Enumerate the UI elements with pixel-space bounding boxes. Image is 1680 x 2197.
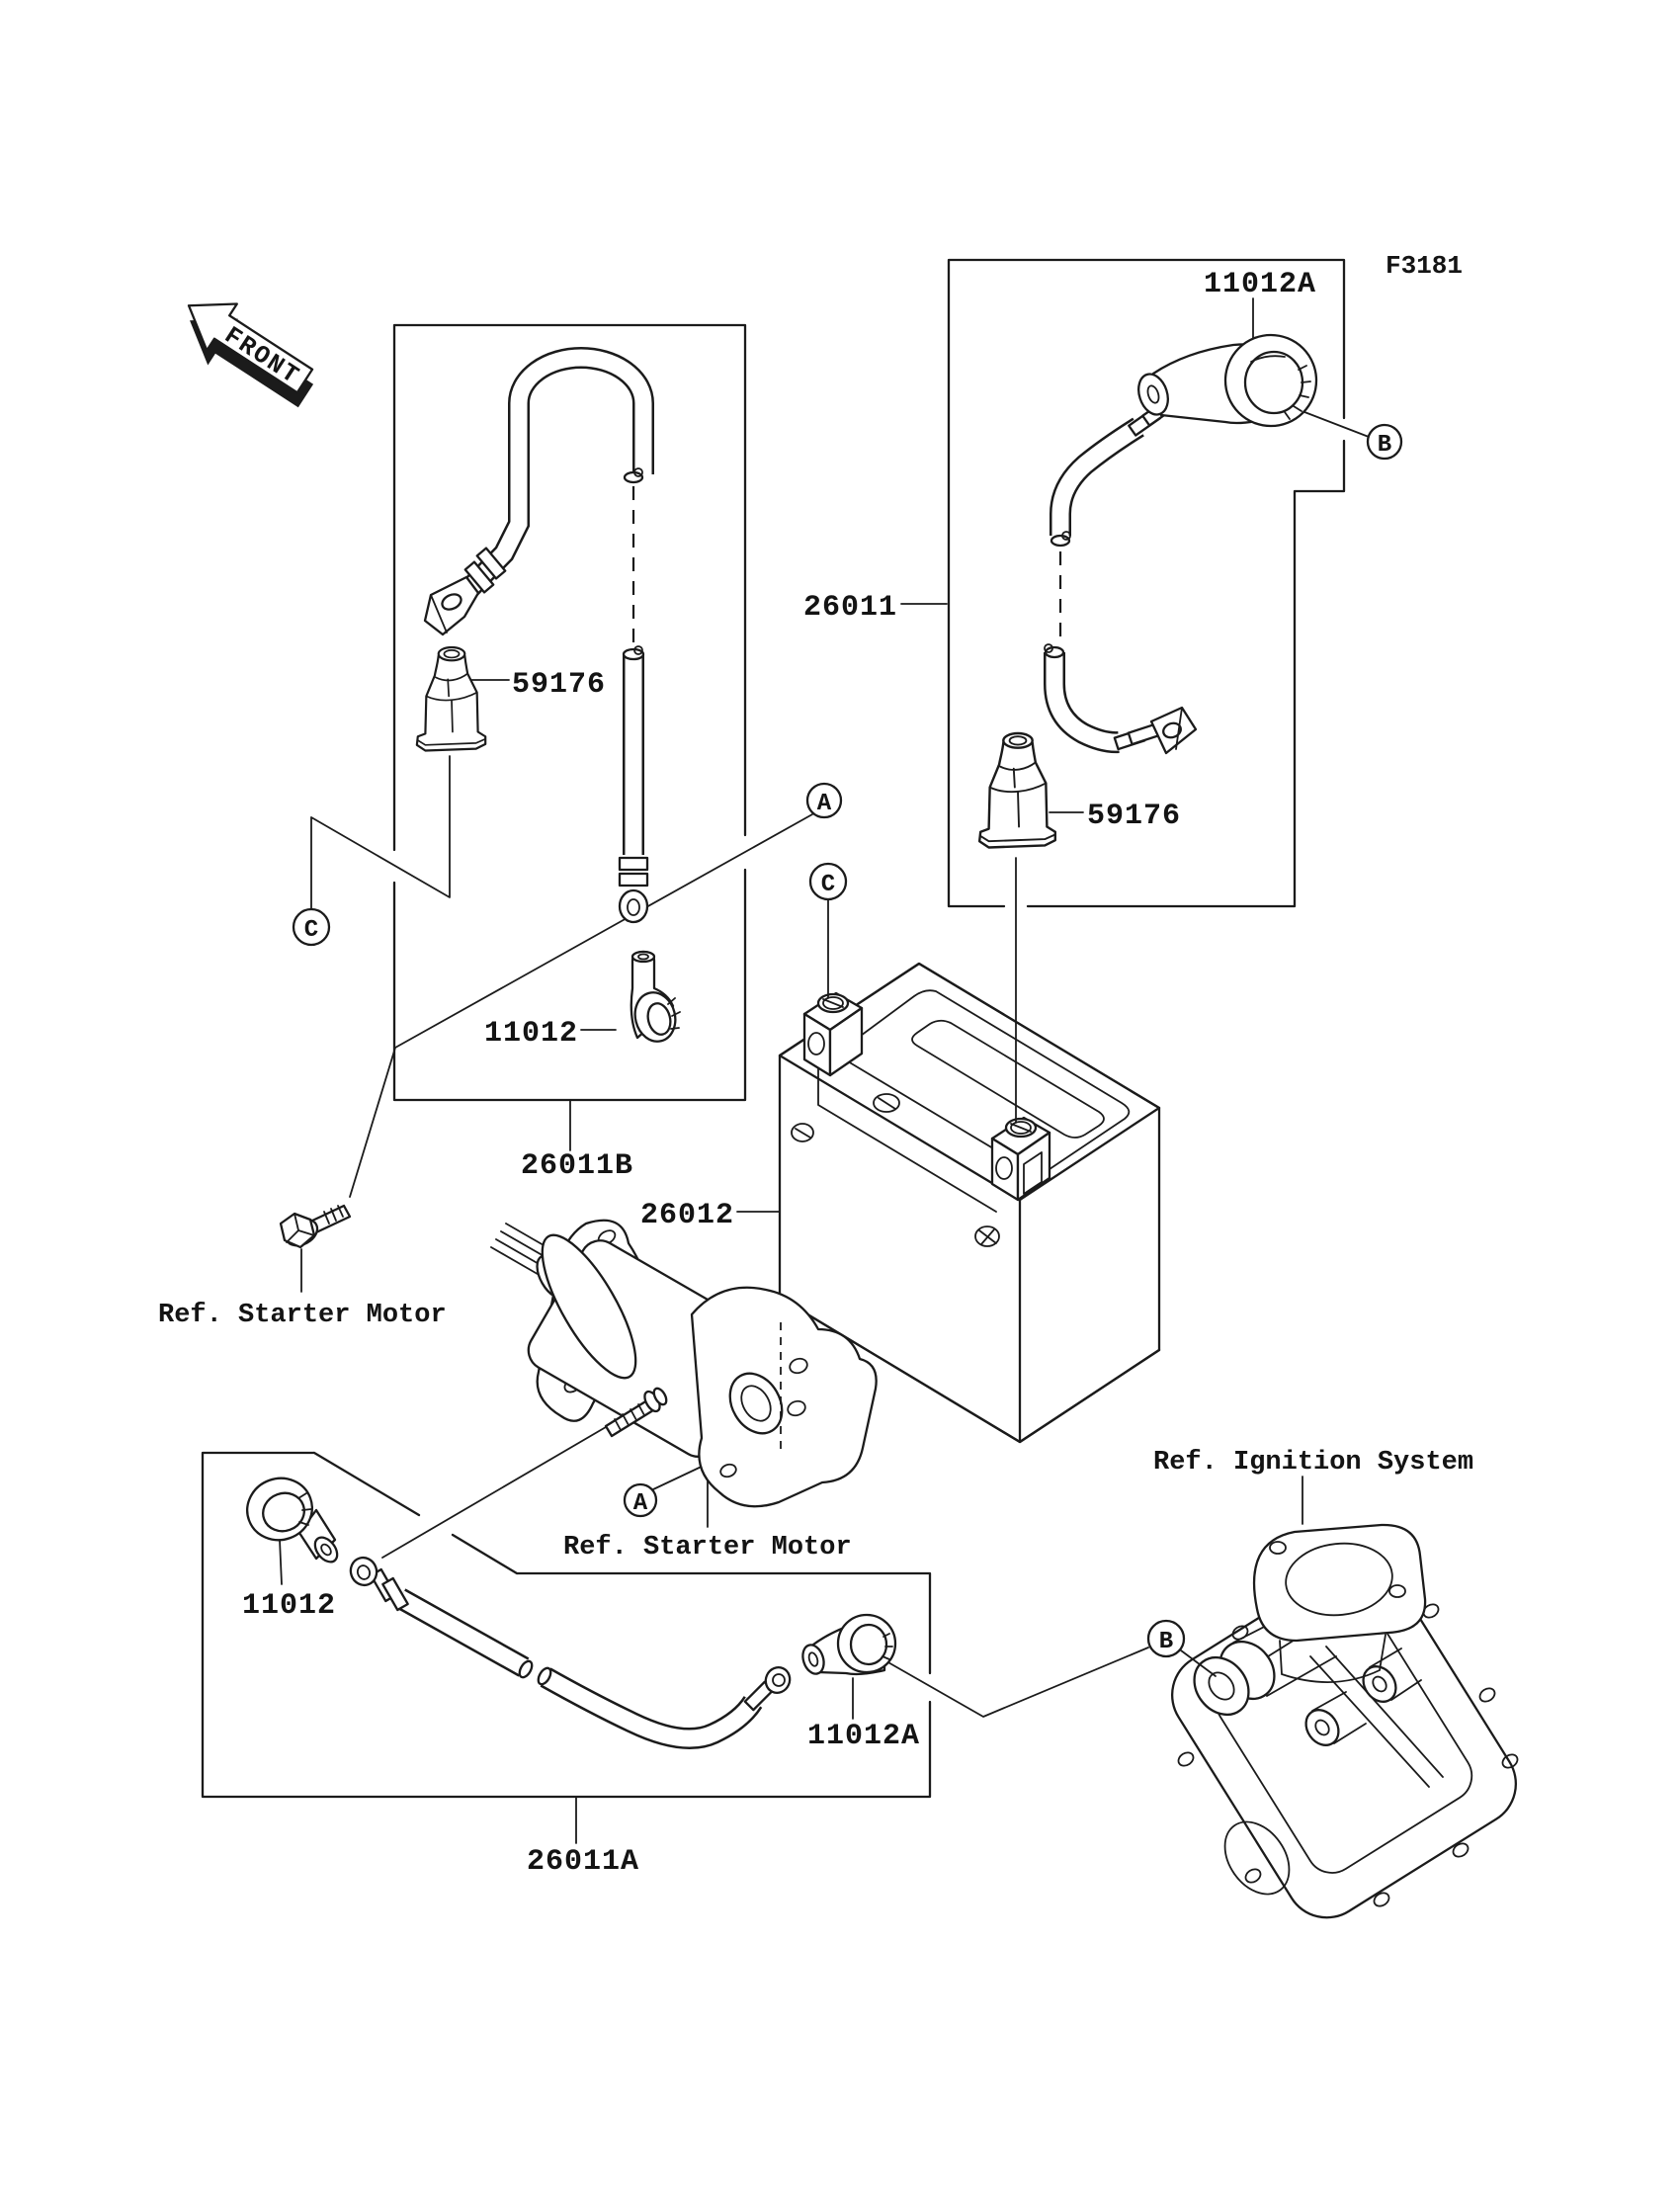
callout-b-top (1368, 425, 1401, 459)
terminal-cap-11012a-top (1134, 335, 1316, 426)
label-11012a-bottom: 11012A (807, 1720, 921, 1753)
label-ref-starter-motor-bottom: Ref. Starter Motor (563, 1533, 852, 1563)
callout-b-bottom (1148, 1621, 1184, 1656)
label-ref-ignition-system: Ref. Ignition System (1153, 1448, 1474, 1478)
terminal-cap-11012-mid (630, 952, 681, 1046)
terminal-cap-11012-bottom-left (238, 1470, 341, 1566)
label-11012-bottom-left: 11012 (242, 1589, 337, 1623)
callout-a-bottom (625, 1484, 656, 1517)
cable-26011b (425, 358, 643, 634)
cable-26011a (347, 1554, 794, 1738)
label-59176-left: 59176 (512, 668, 607, 702)
cable-26011 (1045, 382, 1196, 753)
label-26011b: 26011B (521, 1149, 634, 1183)
callout-b-top-label: B (1377, 432, 1392, 459)
starter-mount-bolt (281, 1206, 350, 1251)
label-26011a: 26011A (527, 1845, 640, 1879)
cable-26011b-battery-end (620, 646, 647, 922)
engine-case (1156, 1525, 1531, 1933)
label-ref-starter-motor-top: Ref. Starter Motor (158, 1301, 447, 1330)
callout-a-mid-label: A (816, 791, 832, 817)
callout-c-left (294, 909, 329, 945)
callout-b-bottom-label: B (1158, 1629, 1174, 1655)
label-26012: 26012 (639, 1199, 734, 1232)
label-59176-right: 59176 (1087, 800, 1182, 833)
callout-a-bottom-label: A (632, 1490, 648, 1517)
label-11012-mid: 11012 (483, 1017, 578, 1051)
callout-c-mid (810, 864, 846, 899)
callout-a-mid (807, 784, 841, 817)
figure-code: F3181 (1386, 251, 1464, 281)
label-11012a-top: 11012A (1204, 268, 1317, 301)
callout-c-mid-label: C (820, 872, 836, 898)
callout-c-left-label: C (303, 917, 319, 944)
label-26011: 26011 (802, 591, 897, 625)
boot-59176-left (417, 647, 485, 751)
terminal-cap-11012a-bottom (799, 1615, 895, 1676)
front-arrow (167, 283, 327, 419)
front-arrow-label: FRONT (218, 321, 305, 391)
boot-59176-right (979, 733, 1055, 848)
